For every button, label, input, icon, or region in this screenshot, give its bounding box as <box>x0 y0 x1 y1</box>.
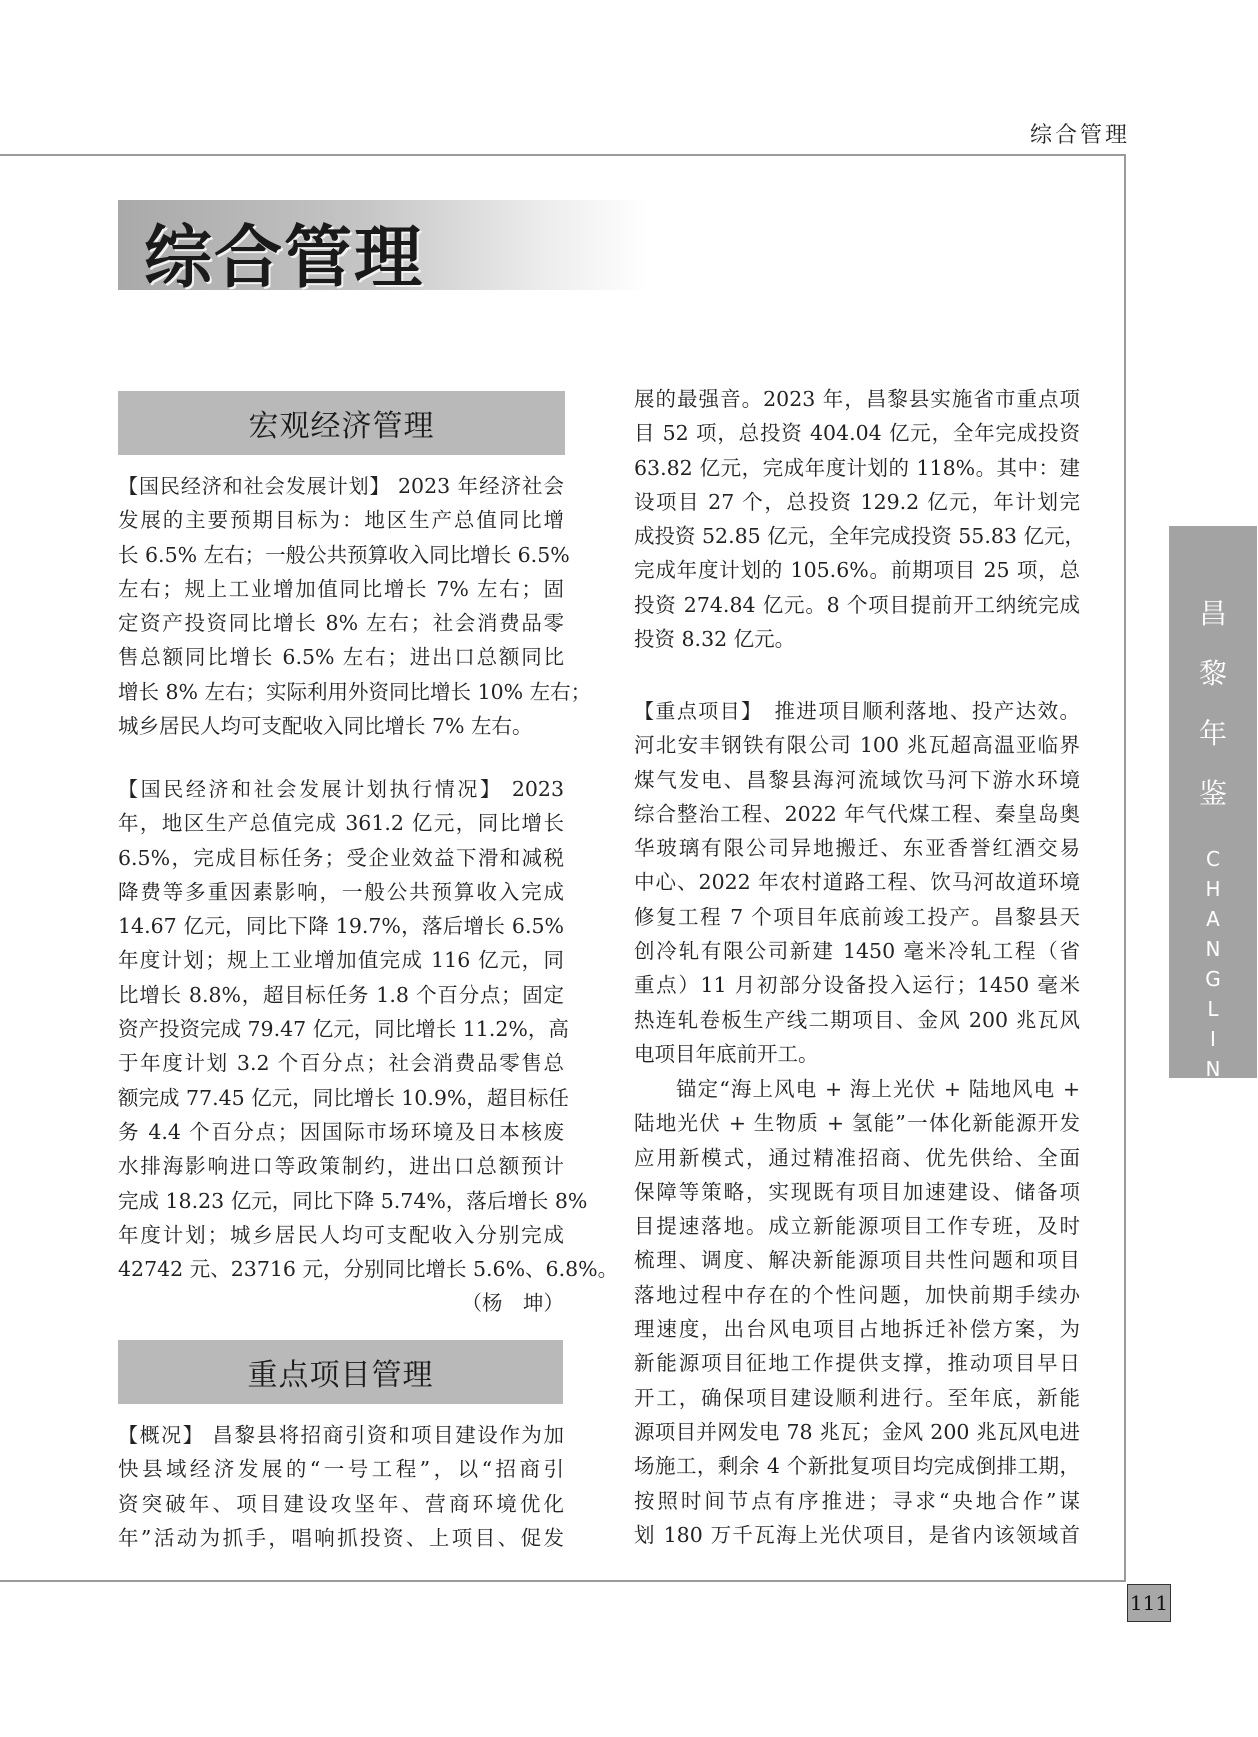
paragraph-new-energy <box>634 1072 1080 1552</box>
text-line: 63.82 亿元，完成年度计划的 118%。其中：建 <box>634 455 1080 480</box>
text-line: 42742 元、23716 元，分别同比增长 5.6%、6.8%。 <box>118 1257 619 1282</box>
text-line: 年，地区生产总值完成 361.2 亿元，同比增长 <box>118 811 564 836</box>
text-line: 河北安丰钢铁有限公司 100 兆瓦超高温亚临界 <box>634 733 1080 758</box>
text-line: 降费等多重因素影响，一般公共预算收入完成 <box>118 879 564 904</box>
text-line: 6.5%，完成目标任务；受企业效益下滑和减税 <box>118 845 564 870</box>
text-line: 投资 274.84 亿元。8 个项目提前开工纳统完成 <box>634 592 1080 617</box>
text-line: 创冷轧有限公司新建 1450 毫米冷轧工程（省 <box>634 939 1080 964</box>
side-tab-letter: N <box>1205 1147 1221 1171</box>
side-tab-pinyin <box>1169 844 1257 1294</box>
text-line: 应用新模式，通过精准招商、优先供给、全面 <box>634 1145 1080 1170</box>
side-tab-letter: I <box>1210 1027 1216 1051</box>
text-line: 比增长 8.8%，超目标任务 1.8 个百分点；固定 <box>118 982 564 1007</box>
text-line: 年度计划；城乡居民人均可支配收入分别完成 <box>118 1222 564 1247</box>
text-line: 年度计划；规上工业增加值完成 116 亿元，同 <box>118 948 564 973</box>
text-line: 划 180 万千瓦海上光伏项目，是省内该领域首 <box>634 1522 1080 1547</box>
paragraph-macro-plan <box>118 469 592 743</box>
text-line: 中心、2022 年农村道路工程、饮马河故道环境 <box>634 870 1080 895</box>
text-line: 目提速落地。成立新能源项目工作专班，及时 <box>634 1214 1080 1239</box>
frame-top-rule <box>0 154 1126 156</box>
paragraph-projects-continued <box>634 382 1085 656</box>
entry-label: 【国民经济和社会发展计划执行情况】 <box>118 777 503 801</box>
side-tab-letter: J <box>1210 1177 1216 1201</box>
text-line: 【概况】 昌黎县将招商引资和项目建设作为加 <box>118 1423 564 1447</box>
text-line: 城乡居民人均可支配收入同比增长 7% 左右。 <box>118 714 533 739</box>
side-tab-letter: N <box>1205 1057 1221 1081</box>
section-heading-macro: 宏观经济管理 <box>118 391 565 455</box>
frame-bottom-rule <box>0 1580 1126 1582</box>
text-line: 煤气发电、昌黎县海河流域饮马河下游水环境 <box>634 767 1080 792</box>
text-line: 【重点项目】 推进项目顺利落地、投产达效。 <box>634 699 1081 723</box>
text-line: 修复工程 7 个项目年底前竣工投产。昌黎县天 <box>634 904 1080 929</box>
entry-label: 【国民经济和社会发展计划】 <box>118 474 391 498</box>
side-tab-char: 鉴 <box>1198 777 1227 810</box>
text-line: 额完成 77.45 亿元，同比增长 10.9%，超目标任 <box>118 1085 569 1110</box>
text-line: 场施工，剩余 4 个新批复项目均完成倒排工期， <box>634 1454 1080 1479</box>
text-line: 年”活动为抓手，唱响抓投资、上项目、促发 <box>118 1525 564 1550</box>
chapter-title-band <box>118 200 648 298</box>
side-tab-letter: I <box>1210 1207 1216 1231</box>
text-line: 设项目 27 个，总投资 129.2 亿元，年计划完 <box>634 489 1080 514</box>
side-tab-letter: L <box>1207 997 1219 1021</box>
text-line: 14.67 亿元，同比下降 19.7%，落后增长 6.5% <box>118 914 564 939</box>
text-line: 梳理、调度、解决新能源项目共性问题和项目 <box>634 1248 1080 1273</box>
text-line: 理速度，出台风电项目占地拆迁补偿方案，为 <box>634 1317 1080 1342</box>
side-tab-letter: G <box>1205 967 1221 991</box>
text-line: 重点）11 月初部分设备投入运行；1450 毫米 <box>634 973 1080 998</box>
text-line: 资突破年、项目建设攻坚年、营商环境优化 <box>118 1491 564 1516</box>
author-credit: （杨 坤） <box>461 1291 564 1316</box>
text-line: 华玻璃有限公司异地搬迁、东亚香誉红酒交易 <box>634 836 1080 861</box>
text-line: 综合整治工程、2022 年气代煤工程、秦皇岛奥 <box>634 801 1080 826</box>
text-line: 左右；规上工业增加值同比增长 7% 左右；固 <box>118 576 564 601</box>
side-tab-letter: H <box>1205 877 1221 901</box>
side-tab-letter: A <box>1206 907 1220 931</box>
text-line: 【国民经济和社会发展计划】 2023 年经济社会 <box>118 474 564 498</box>
running-head: 综合管理 <box>1029 123 1130 148</box>
side-tab-char: 年 <box>1198 717 1227 750</box>
paragraph-macro-execution <box>118 772 619 1321</box>
text-line: 开工，确保项目建设顺利进行。至年底，新能 <box>634 1385 1080 1410</box>
text-line: 增长 8% 左右；实际利用外资同比增长 10% 左右； <box>118 679 592 704</box>
text-line: 陆地光伏 + 生物质 + 氢能”一体化新能源开发 <box>634 1111 1080 1136</box>
entry-label: 【概况】 <box>118 1423 205 1447</box>
text-line: 长 6.5% 左右；一般公共预算收入同比增长 6.5% <box>118 542 570 567</box>
chapter-title: 综合管理 <box>144 219 425 298</box>
side-tab-char: 黎 <box>1198 657 1227 690</box>
text-line: 按照时间节点有序推进；寻求“央地合作”谋 <box>634 1488 1080 1513</box>
text-line: 热连轧卷板生产线二期项目、金风 200 兆瓦风 <box>634 1007 1080 1032</box>
paragraph-key-projects <box>634 694 1080 1071</box>
text-line: 源项目并网发电 78 兆瓦；金风 200 兆瓦风电进 <box>634 1419 1080 1444</box>
text-line: 完成年度计划的 105.6%。前期项目 25 项，总 <box>634 558 1080 583</box>
text-line: 务 4.4 个百分点；因国际市场环境及日本核废 <box>118 1119 564 1144</box>
entry-label: 【重点项目】 <box>634 699 753 723</box>
side-tab-letter: A <box>1206 1237 1220 1261</box>
page-number: 111 <box>1127 1584 1171 1622</box>
text-line: 保障等策略，实现既有项目加速建设、储备项 <box>634 1179 1080 1204</box>
side-tab-letter: N <box>1205 1267 1221 1291</box>
text-line: 定资产投资同比增长 8% 左右；社会消费品零 <box>118 611 564 636</box>
section-heading-projects: 重点项目管理 <box>118 1340 563 1404</box>
text-line: 新能源项目征地工作提供支撑，推动项目早日 <box>634 1351 1080 1376</box>
text-line: 投资 8.32 亿元。 <box>634 627 796 652</box>
side-tab-letter: C <box>1206 847 1220 871</box>
side-tab-letter: I <box>1210 1087 1216 1111</box>
text-line: 展的最强音。2023 年，昌黎县实施省市重点项 <box>634 387 1080 411</box>
text-line: 成投资 52.85 亿元，全年完成投资 55.83 亿元， <box>634 524 1085 549</box>
side-tab-letter: A <box>1206 1117 1220 1141</box>
frame-right-rule <box>1124 154 1126 1582</box>
text-line: 于年度计划 3.2 个百分点；社会消费品零售总 <box>118 1051 564 1076</box>
text-line: 水排海影响进口等政策制约，进出口总额预计 <box>118 1154 564 1179</box>
paragraph-projects-overview <box>118 1418 564 1555</box>
text-line: 资产投资完成 79.47 亿元，同比增长 11.2%，高 <box>118 1017 569 1042</box>
text-line: 完成 18.23 亿元，同比下降 5.74%，落后增长 8% <box>118 1188 588 1213</box>
side-tab-letter: N <box>1205 937 1221 961</box>
text-line: 售总额同比增长 6.5% 左右；进出口总额同比 <box>118 645 564 670</box>
text-line: 落地过程中存在的个性问题，加快前期手续办 <box>634 1282 1080 1307</box>
side-tab-char: 昌 <box>1198 597 1227 630</box>
text-line: 【国民经济和社会发展计划执行情况】 2023 <box>118 777 564 801</box>
text-line: 电项目年底前开工。 <box>634 1041 819 1066</box>
text-line: 锚定“海上风电 + 海上光伏 + 陆地风电 + <box>676 1077 1080 1101</box>
text-line: 发展的主要预期目标为：地区生产总值同比增 <box>118 508 564 533</box>
text-line: 目 52 项，总投资 404.04 亿元，全年完成投资 <box>634 421 1080 446</box>
side-thumb-tab <box>1169 526 1257 1291</box>
text-line: 快县域经济发展的“一号工程”，以“招商引 <box>118 1457 564 1482</box>
